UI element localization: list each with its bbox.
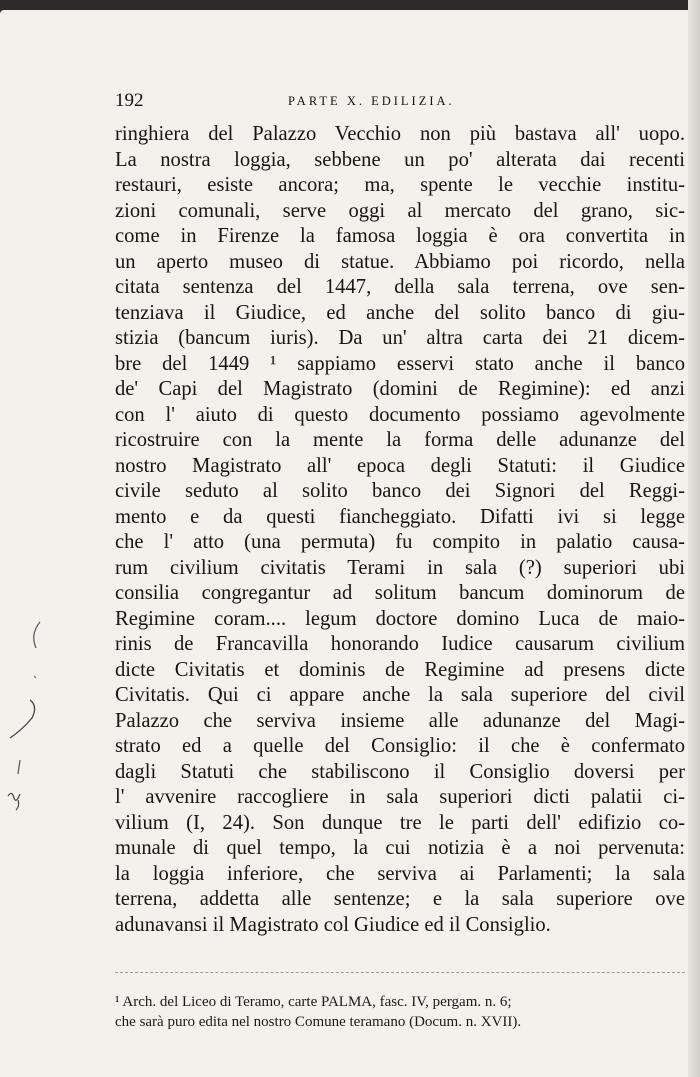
footnotes	[115, 992, 685, 1032]
text-line: rinis de Francavilla honorando Iudice causarum civilium	[115, 633, 685, 655]
text-line: tenziava il Giudice, ed anche del solito banco di giu-	[115, 301, 685, 324]
body-text	[115, 122, 685, 938]
footnote-line: ¹ Arch. del Liceo di Teramo, carte PALMA, fasc. IV, pergam. n. 6;	[115, 994, 512, 1010]
page-number: 192	[115, 90, 144, 111]
text-line: un aperto museo di statue. Abbiamo poi ricordo, nella	[115, 250, 685, 273]
text-line: dagli Statuti che stabiliscono il Consiglio doversi per	[115, 760, 685, 783]
text-line: bre del 1449 ¹ sappiamo esservi stato anche il banco	[115, 352, 685, 375]
text-line: consilia congregantur ad solitum bancum dominorum de	[115, 582, 685, 604]
text-line: con l' aiuto di questo documento possiamo agevolmente	[115, 403, 685, 426]
text-line: citata sentenza del 1447, della sala terrena, ove sen-	[115, 276, 685, 298]
footnote-line: che sarà puro edita nel nostro Comune teramano (Docum. n. XVII).	[115, 1014, 522, 1030]
text-line: terrena, addetta alle sentenze; e la sala superiore ove	[115, 888, 685, 910]
text-line: ringhiera del Palazzo Vecchio non più bastava all' uopo.	[115, 123, 685, 145]
book-page	[0, 10, 690, 1077]
text-line: munale di quel tempo, la cui notizia è a noi pervenuta:	[115, 837, 685, 859]
page-edge	[688, 0, 700, 1077]
text-line: la loggia inferiore, che serviva ai Parlamenti; la sala	[115, 862, 685, 885]
text-line: Regimine coram.... legum doctore domino Luca de maio-	[115, 607, 685, 630]
text-line: ricostruire con la mente la forma delle adunanze del	[115, 429, 685, 451]
text-line: stizia (bancum iuris). Da un' altra carta dei 21 dicem-	[115, 327, 685, 349]
text-line: civile seduto al solito banco dei Signori del Reggi-	[115, 480, 685, 502]
running-title: PARTE X. EDILIZIA.	[288, 94, 455, 108]
text-line: strato ed a quelle del Consiglio: il che è confermato	[115, 735, 685, 757]
text-line: dicte Civitatis et dominis de Regimine ad presens dicte	[115, 658, 685, 681]
text-line: l' avvenire raccogliere in sala superiori dicti palatii ci-	[115, 786, 685, 808]
text-line: rum civilium civitatis Terami in sala (?) superiori ubi	[115, 556, 685, 579]
handwritten-margin-marks	[0, 610, 60, 830]
text-line: de' Capi del Magistrato (domini de Regimine): ed anzi	[115, 378, 685, 400]
text-line: che l' atto (una permuta) fu compito in palatio causa-	[115, 531, 685, 553]
footnote-divider	[115, 972, 685, 973]
text-line: nostro Magistrato all' epoca degli Statuti: il Giudice	[115, 454, 685, 477]
text-line: zioni comunali, serve oggi al mercato del grano, sic-	[115, 199, 685, 222]
text-line: Palazzo che serviva insieme alle adunanze del Magi-	[115, 709, 685, 732]
page-header	[115, 90, 685, 114]
text-line: vilium (I, 24). Son dunque tre le parti dell' edifizio co-	[115, 811, 685, 834]
text-line: mento e da questi fiancheggiato. Difatti ivi si legge	[115, 505, 685, 528]
text-line: come in Firenze la famosa loggia è ora convertita in	[115, 225, 685, 247]
text-line: Civitatis. Qui ci appare anche la sala superiore del civil	[115, 684, 685, 706]
text-line: adunavansi il Magistrato col Giudice ed il Consiglio.	[115, 913, 551, 936]
text-line: La nostra loggia, sebbene un po' alterata dai recenti	[115, 148, 685, 171]
text-line: restauri, esiste ancora; ma, spente le vecchie institu-	[115, 174, 685, 196]
